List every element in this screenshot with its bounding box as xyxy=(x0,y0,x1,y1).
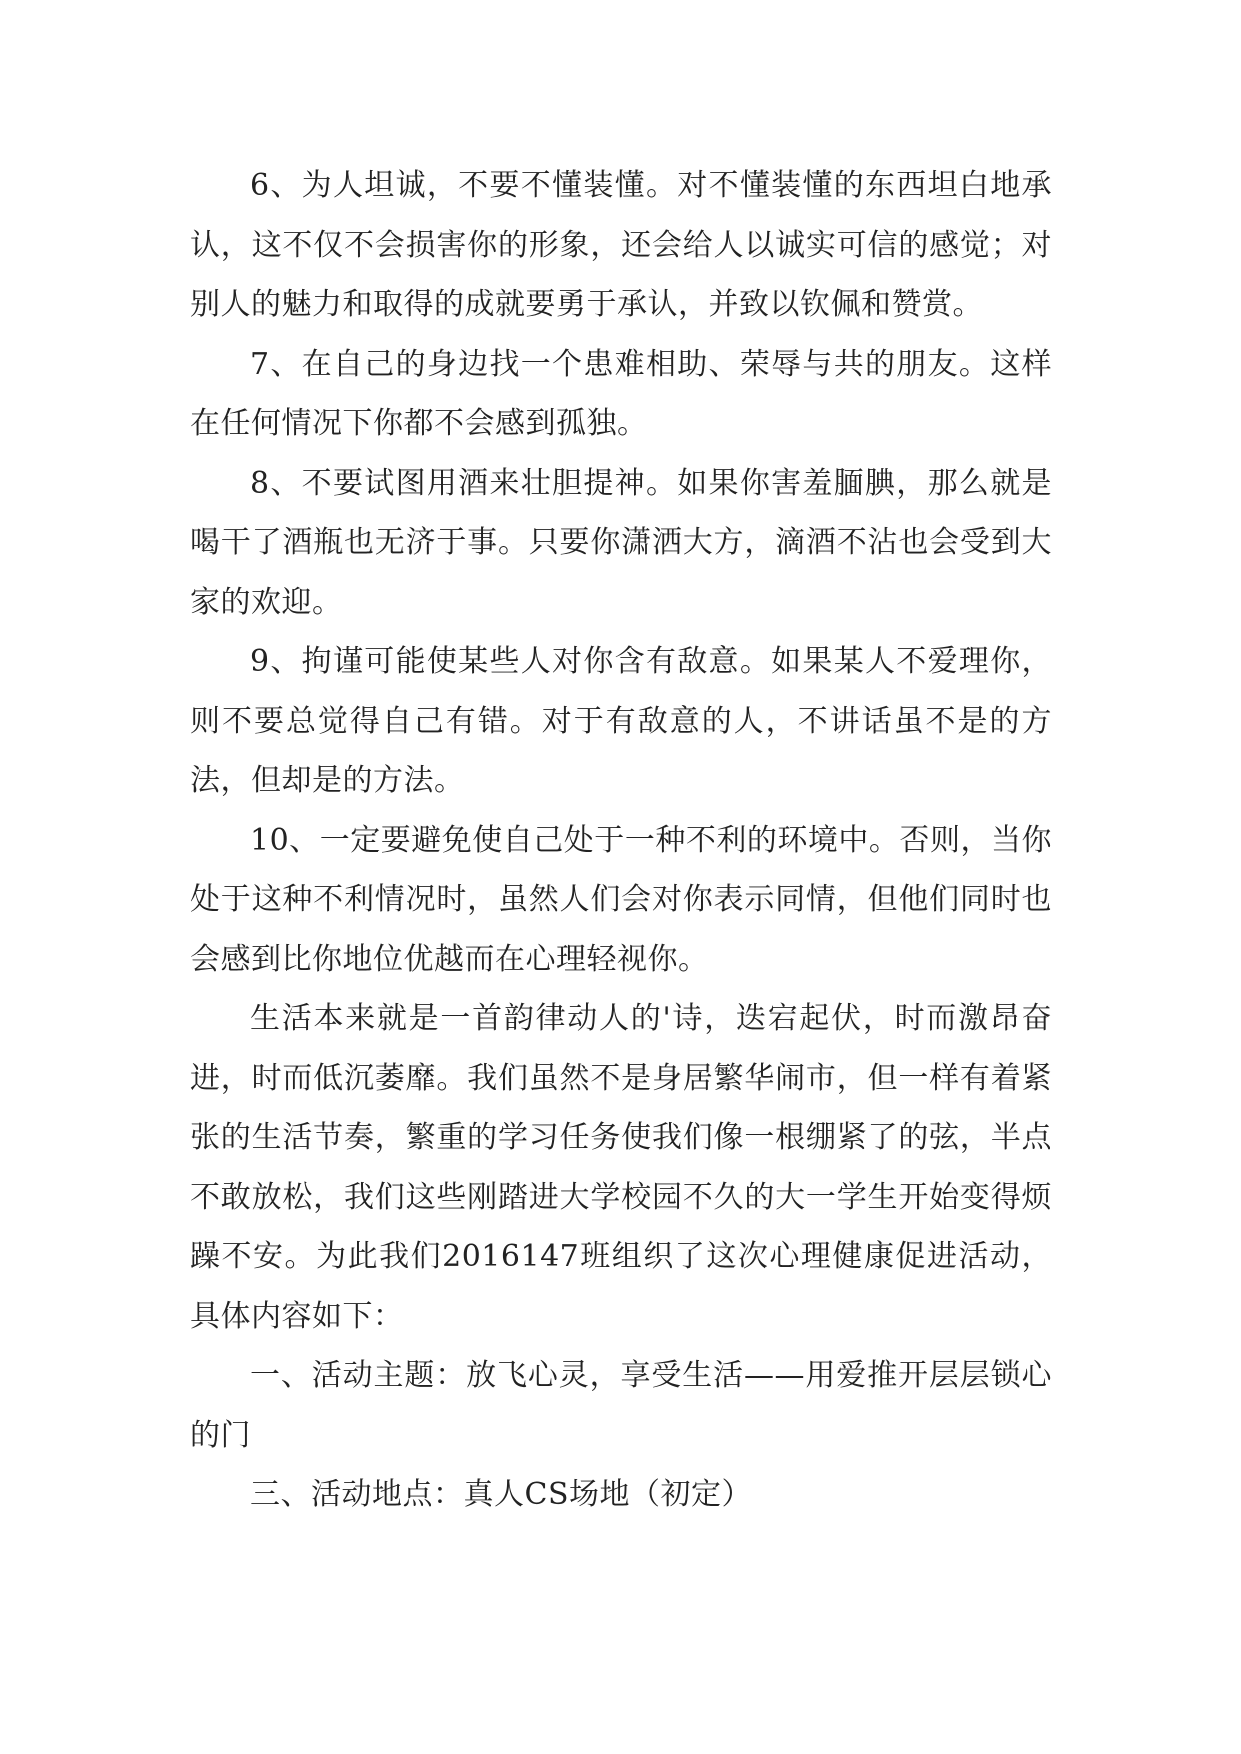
paragraph-tip-9: 9、拘谨可能使某些人对你含有敌意。如果某人不爱理你，则不要总觉得自己有错。对于有敌意的人，不讲话虽不是的方法，但却是的方法。 xyxy=(190,644,1052,798)
document-body xyxy=(190,156,1052,1525)
paragraph-tip-8: 8、不要试图用酒来壮胆提神。如果你害羞腼腆，那么就是喝干了酒瓶也无济于事。只要你潇洒大方，滴酒不沾也会受到大家的欢迎。 xyxy=(190,465,1052,620)
paragraph-tip-7: 7、在自己的身边找一个患难相助、荣辱与共的朋友。这样在任何情况下你都不会感到孤独。 xyxy=(190,346,1052,441)
paragraph-tip-6: 6、为人坦诚，不要不懂装懂。对不懂装懂的东西坦白地承认，这不仅不会损害你的形象，还会给人以诚实可信的感觉；对别人的魅力和取得的成就要勇于承认，并致以钦佩和赞赏。 xyxy=(190,168,1052,322)
paragraph-activity-location: 三、活动地点：真人CS场地（初定） xyxy=(250,1477,753,1512)
paragraph-tip-10: 10、一定要避免使自己处于一种不利的环境中。否则，当你处于这种不利情况时，虽然人们会对你表示同情，但他们同时也会感到比你地位优越而在心理轻视你。 xyxy=(190,822,1052,977)
paragraph-intro: 生活本来就是一首韵律动人的'诗，迭宕起伏，时而激昂奋进，时而低沉萎靡。我们虽然不是身居繁华闹市，但一样有着紧张的生活节奏，繁重的学习任务使我们像一根绷紧了的弦，半点不敢放松，我们这些刚踏进大学校园不久的大一学生开始变得烦躁不安。为此我们2016147班组织了这次心理健康促进活动，具体内容如下： xyxy=(190,1001,1052,1334)
paragraph-activity-theme: 一、活动主题：放飞心灵，享受生活——用爱推开层层锁心的门 xyxy=(190,1358,1052,1453)
